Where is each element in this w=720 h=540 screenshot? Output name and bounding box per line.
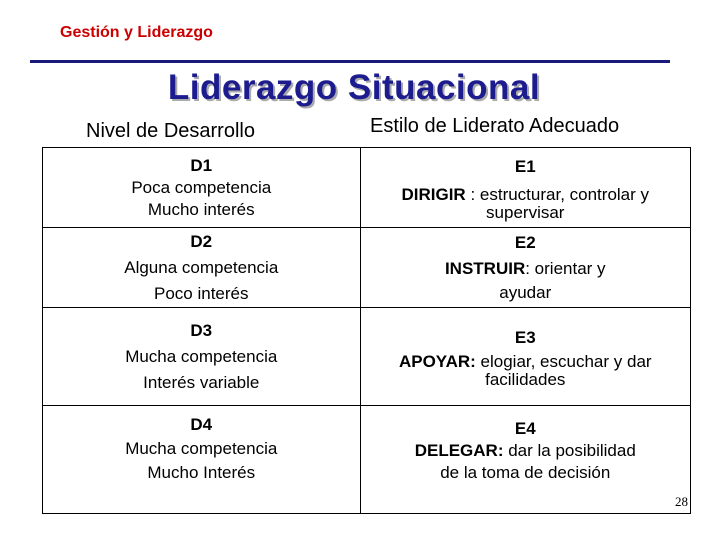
style-line: facilidades <box>485 369 566 389</box>
level-code: D4 <box>190 415 213 434</box>
style-cell <box>360 308 690 406</box>
level-line: Mucho interés <box>147 199 255 219</box>
column-header-leadership-style: Estilo de Liderato Adecuado <box>370 115 620 137</box>
level-line: Alguna competencia <box>124 257 279 277</box>
level-line: Poco interés <box>154 283 249 303</box>
style-cell <box>360 148 690 228</box>
level-line: Interés variable <box>143 372 260 392</box>
level-cell <box>43 308 361 406</box>
style-line <box>361 440 690 462</box>
table-row <box>43 228 691 308</box>
section-label: Gestión y Liderazgo <box>60 24 213 41</box>
style-code: E1 <box>514 156 536 176</box>
style-line <box>361 258 690 280</box>
table-row <box>43 406 691 514</box>
style-cell <box>360 228 690 308</box>
style-description: elogiar, escuchar y dar <box>475 351 652 371</box>
style-verb: INSTRUIR <box>444 258 526 278</box>
slide-title: Liderazgo Situacional <box>167 68 541 107</box>
style-verb: DELEGAR: <box>414 441 504 460</box>
level-line: Poca competencia <box>131 177 272 197</box>
style-verb: APOYAR: <box>398 351 476 371</box>
style-description: dar la posibilidad <box>503 441 636 460</box>
level-line: Mucho Interés <box>147 463 256 482</box>
style-line: de la toma de decisión <box>440 463 611 482</box>
level-code: D1 <box>190 155 213 175</box>
page-number: 28 <box>675 494 688 509</box>
level-cell <box>43 406 361 514</box>
level-line: Mucha competencia <box>125 346 278 366</box>
style-code: E4 <box>514 419 536 438</box>
level-code: D2 <box>190 231 213 251</box>
header-divider <box>30 60 670 63</box>
column-header-development-level: Nivel de Desarrollo <box>86 120 255 142</box>
level-line: Mucha competencia <box>125 439 278 458</box>
level-cell <box>43 228 361 308</box>
style-description: : orientar y <box>525 258 606 278</box>
style-code: E2 <box>514 232 536 252</box>
table-row <box>43 148 691 228</box>
style-line: supervisar <box>486 202 565 222</box>
style-line: ayudar <box>499 282 552 302</box>
leadership-table <box>42 147 691 514</box>
style-description: : estructurar, controlar y <box>465 184 650 204</box>
style-code: E3 <box>514 327 536 347</box>
style-cell <box>360 406 690 514</box>
style-verb: DIRIGIR <box>401 184 466 204</box>
level-cell <box>43 148 361 228</box>
level-code: D3 <box>190 320 213 340</box>
table-row <box>43 308 691 406</box>
